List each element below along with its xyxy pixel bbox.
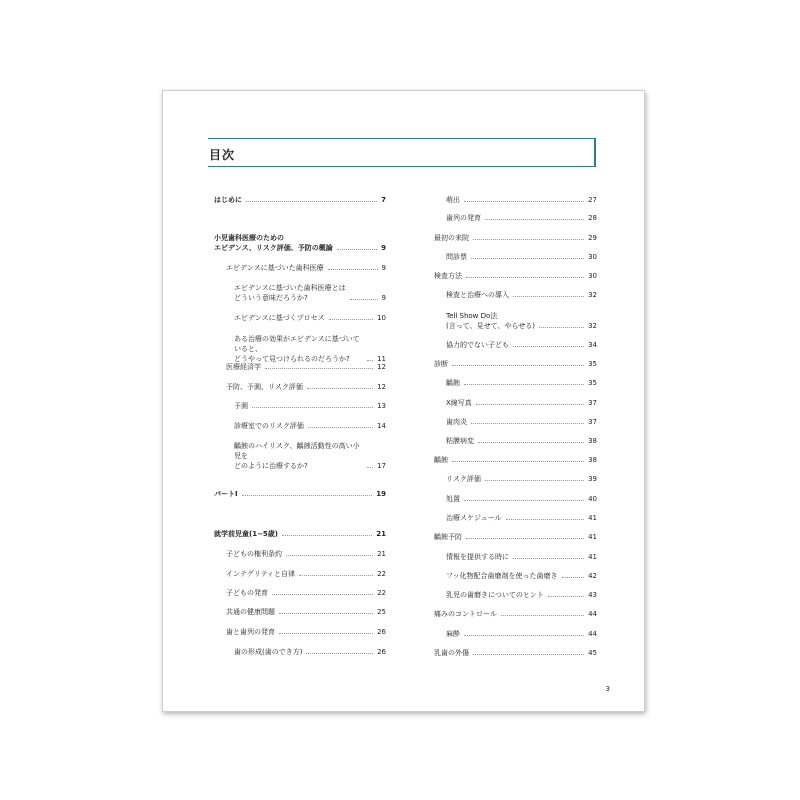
toc-leader-dots <box>286 555 373 556</box>
toc-leader-dots <box>473 239 584 240</box>
toc-leader-dots <box>539 327 584 328</box>
toc-entry-page: 27 <box>588 196 597 204</box>
toc-entry-page: 37 <box>588 418 597 426</box>
toc-entry <box>214 233 386 253</box>
toc-entry <box>214 263 386 273</box>
toc-entry <box>434 340 597 350</box>
toc-leader-dots <box>272 594 373 595</box>
toc-entry <box>214 489 386 499</box>
toc-entry <box>214 283 386 303</box>
toc-entry-title: 就学前児童(1~5歳) <box>214 530 279 538</box>
toc-leader-dots <box>337 249 377 250</box>
toc-entry <box>214 421 386 431</box>
toc-entry-title: 診断 <box>434 360 448 368</box>
toc-entry-page: 26 <box>377 648 386 656</box>
toc-leader-dots <box>464 500 584 501</box>
toc-title: 目次 <box>209 148 236 162</box>
toc-entry-page: 9 <box>381 244 386 252</box>
toc-entry-page: 35 <box>588 379 597 387</box>
toc-entry <box>434 513 597 523</box>
toc-entry <box>434 290 597 300</box>
toc-entry-page: 37 <box>588 399 597 407</box>
toc-entry-page: 22 <box>377 589 386 597</box>
toc-entry <box>214 334 386 364</box>
toc-leader-dots <box>452 365 584 366</box>
toc-entry-page: 40 <box>588 495 597 503</box>
toc-entry-page: 28 <box>588 214 597 222</box>
toc-entry <box>434 436 597 446</box>
toc-leader-dots <box>466 538 584 539</box>
toc-entry-title: 検査方法 <box>434 272 462 280</box>
toc-entry-page: 30 <box>588 253 597 261</box>
toc-entry-page: 12 <box>377 363 386 371</box>
toc-entry-page: 14 <box>377 422 386 430</box>
toc-leader-dots <box>464 635 584 636</box>
toc-entry <box>214 401 386 411</box>
toc-entry-title: はじめに <box>214 196 242 204</box>
toc-entry <box>214 549 386 559</box>
toc-leader-dots <box>279 633 373 634</box>
toc-entry <box>434 590 597 600</box>
toc-entry-title: ある治療の効果がエビデンスに基づいていると、 どうやって見つけられるのだろうか? <box>234 335 360 363</box>
toc-entry-page: 32 <box>588 291 597 299</box>
toc-entry-page: 12 <box>377 383 386 391</box>
toc-entry-title: エビデンスに基づくプロセス <box>234 314 325 322</box>
toc-entry <box>434 609 597 619</box>
toc-entry-title: X線写真 <box>446 399 472 407</box>
toc-entry <box>434 629 597 639</box>
toc-entry-title: 小児歯科医療のための エビデンス、リスク評価、予防の概論 <box>214 234 333 252</box>
toc-entry-title: 歯肉炎 <box>446 418 467 426</box>
toc-entry <box>214 362 386 372</box>
toc-leader-dots <box>329 319 373 320</box>
toc-leader-dots <box>485 219 584 220</box>
toc-entry-title: 協力的でない子ども <box>446 341 509 349</box>
toc-entry <box>434 398 597 408</box>
toc-leader-dots <box>501 615 584 616</box>
toc-entry-page: 17 <box>377 462 386 470</box>
toc-entry-title: 最初の来院 <box>434 234 469 242</box>
toc-entry-title: 齲蝕予防 <box>434 533 462 541</box>
toc-entry <box>434 213 597 223</box>
toc-entry <box>214 382 386 392</box>
toc-entry-title: 齲蝕 <box>434 456 448 464</box>
toc-entry-page: 32 <box>588 322 597 330</box>
toc-entry-title: 問診票 <box>446 253 467 261</box>
toc-entry-title: フッ化物配合歯磨剤を使った歯磨き <box>446 572 558 580</box>
toc-leader-dots <box>299 575 373 576</box>
toc-leader-dots <box>279 613 373 614</box>
toc-leader-dots <box>562 577 585 578</box>
toc-entry <box>214 529 386 539</box>
toc-entry-page: 29 <box>588 234 597 242</box>
toc-entry-page: 9 <box>381 294 386 302</box>
toc-entry <box>214 588 386 598</box>
toc-entry-page: 41 <box>588 553 597 561</box>
toc-entry <box>434 417 597 427</box>
toc-entry-page: 25 <box>377 608 386 616</box>
toc-entry-title: エビデンスに基づいた歯科医療とは どういう意味だろうか? <box>234 284 346 302</box>
toc-entry-title: 子どもの発育 <box>226 589 268 597</box>
toc-entry-title: インテグリティと自律 <box>226 570 296 578</box>
toc-leader-dots <box>265 368 373 369</box>
toc-entry-title: 麻酔 <box>446 630 460 638</box>
toc-leader-dots <box>282 535 372 536</box>
toc-entry-title: パートⅠ <box>214 490 238 498</box>
toc-entry <box>434 359 597 369</box>
toc-entry <box>434 494 597 504</box>
toc-leader-dots <box>252 407 373 408</box>
toc-leader-dots <box>478 442 584 443</box>
toc-entry <box>434 648 597 658</box>
toc-entry-page: 35 <box>588 360 597 368</box>
toc-entry <box>214 195 386 205</box>
toc-leader-dots <box>464 201 584 202</box>
toc-entry-title: 情報を提供する時に <box>446 553 509 561</box>
toc-leader-dots <box>452 461 584 462</box>
toc-entry-title: 治療スケジュール <box>446 514 502 522</box>
toc-entry-page: 38 <box>588 437 597 445</box>
toc-entry <box>434 532 597 542</box>
toc-entry-page: 41 <box>588 514 597 522</box>
toc-leader-dots <box>485 480 584 481</box>
toc-entry <box>434 233 597 243</box>
toc-entry <box>434 195 597 205</box>
toc-entry <box>434 455 597 465</box>
toc-entry <box>434 552 597 562</box>
toc-entry-title: 処置 <box>446 495 460 503</box>
toc-entry <box>214 627 386 637</box>
toc-entry-page: 38 <box>588 456 597 464</box>
toc-entry <box>434 378 597 388</box>
toc-entry-page: 39 <box>588 475 597 483</box>
toc-leader-dots <box>476 404 584 405</box>
toc-entry-page: 7 <box>381 196 386 204</box>
document-page <box>162 90 645 712</box>
toc-entry <box>434 571 597 581</box>
toc-entry-page: 21 <box>377 550 386 558</box>
toc-leader-dots <box>350 299 378 300</box>
toc-entry-page: 44 <box>588 630 597 638</box>
toc-entry-page: 45 <box>588 649 597 657</box>
toc-leader-dots <box>308 427 373 428</box>
toc-entry-title: 歯と歯列の発育 <box>226 628 275 636</box>
toc-entry-title: 歯列の発育 <box>446 214 481 222</box>
toc-entry-title: 粘膜病変 <box>446 437 474 445</box>
toc-leader-dots <box>471 258 584 259</box>
toc-leader-dots <box>307 388 373 389</box>
toc-leader-dots <box>513 558 584 559</box>
toc-entry-title: Tell Show Do法 (言って、見せて、やらせる) <box>446 312 535 330</box>
toc-entry-title: 歯の形成(歯のでき方) <box>234 648 303 656</box>
toc-entry <box>214 313 386 323</box>
toc-leader-dots <box>506 519 584 520</box>
toc-leader-dots <box>548 596 584 597</box>
toc-entry-page: 42 <box>588 572 597 580</box>
toc-leader-dots <box>367 360 373 361</box>
toc-leader-dots <box>367 467 373 468</box>
toc-entry <box>434 271 597 281</box>
toc-entry-title: 共通の健康問題 <box>226 608 275 616</box>
page-number: 3 <box>605 685 610 693</box>
toc-entry-title: 乳児の歯磨きについてのヒント <box>446 591 544 599</box>
toc-entry-title: 予防、予測、リスク評価 <box>226 383 303 391</box>
toc-entry-page: 11 <box>377 355 386 363</box>
toc-entry <box>434 311 597 331</box>
toc-entry <box>214 441 386 471</box>
toc-entry <box>434 474 597 484</box>
toc-entry-title: エビデンスに基づいた歯科医療 <box>226 264 324 272</box>
toc-entry <box>434 252 597 262</box>
toc-leader-dots <box>466 277 584 278</box>
toc-entry-page: 30 <box>588 272 597 280</box>
toc-entry-page: 22 <box>377 570 386 578</box>
toc-entry-page: 41 <box>588 533 597 541</box>
toc-leader-dots <box>473 654 584 655</box>
toc-leader-dots <box>306 653 373 654</box>
toc-entry-title: 子どもの権利条約 <box>226 550 282 558</box>
toc-entry-page: 13 <box>377 402 386 410</box>
toc-leader-dots <box>513 296 584 297</box>
toc-entry <box>214 607 386 617</box>
toc-entry-title: 齲蝕のハイリスク、齲蝕活動性の高い小児を どのように治療するか? <box>234 442 360 470</box>
toc-leader-dots <box>471 423 584 424</box>
toc-entry-page: 43 <box>588 591 597 599</box>
toc-entry <box>214 647 386 657</box>
toc-entry-title: 痛みのコントロール <box>434 610 497 618</box>
toc-entry-title: 検査と治療への導入 <box>446 291 509 299</box>
toc-entry-title: 齲蝕 <box>446 379 460 387</box>
toc-entry-page: 9 <box>381 264 386 272</box>
toc-leader-dots <box>464 384 584 385</box>
toc-entry-title: 医療経済学 <box>226 363 261 371</box>
toc-leader-dots <box>328 269 378 270</box>
toc-entry-page: 21 <box>376 530 386 538</box>
toc-title-box <box>208 138 596 167</box>
toc-entry <box>214 569 386 579</box>
toc-leader-dots <box>246 201 377 202</box>
toc-entry-title: 診療室でのリスク評価 <box>234 422 304 430</box>
toc-entry-page: 19 <box>376 490 386 498</box>
toc-entry-page: 44 <box>588 610 597 618</box>
toc-entry-page: 10 <box>377 314 386 322</box>
toc-entry-page: 34 <box>588 341 597 349</box>
toc-leader-dots <box>242 495 373 496</box>
toc-entry-page: 26 <box>377 628 386 636</box>
toc-leader-dots <box>513 346 584 347</box>
toc-entry-title: リスク評価 <box>446 475 481 483</box>
toc-entry-title: 乳歯の外傷 <box>434 649 469 657</box>
toc-entry-title: 予測 <box>234 402 248 410</box>
toc-entry-title: 萌出 <box>446 196 460 204</box>
